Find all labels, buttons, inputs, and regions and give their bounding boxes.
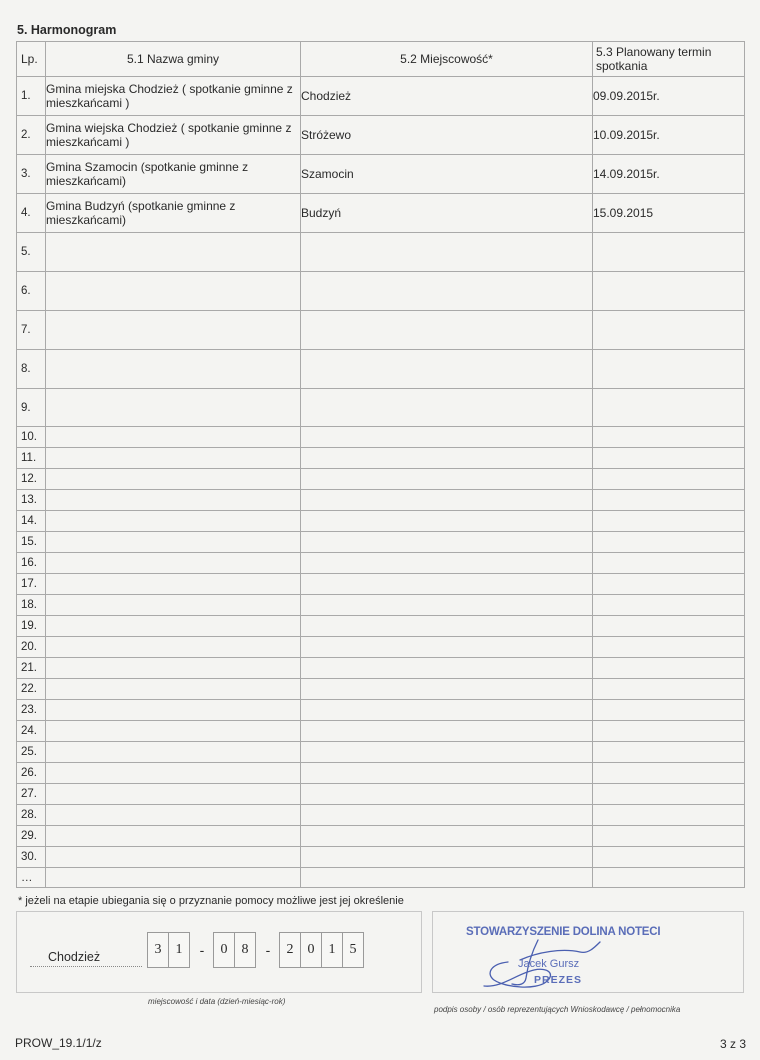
table-header-row bbox=[17, 42, 745, 77]
cell-name bbox=[46, 805, 301, 826]
date-digit-box: 0 bbox=[300, 932, 322, 968]
cell-name bbox=[46, 448, 301, 469]
cell-place bbox=[301, 469, 593, 490]
cell-place bbox=[301, 574, 593, 595]
cell-name bbox=[46, 272, 301, 311]
cell-lp: 13. bbox=[17, 490, 46, 511]
cell-date bbox=[593, 532, 745, 553]
table-row bbox=[17, 448, 745, 469]
header-place: 5.2 Miejscowość* bbox=[301, 42, 593, 77]
cell-place bbox=[301, 637, 593, 658]
table-row bbox=[17, 658, 745, 679]
cell-name bbox=[46, 847, 301, 868]
date-digit-box: 1 bbox=[321, 932, 343, 968]
cell-lp: 29. bbox=[17, 826, 46, 847]
cell-date bbox=[593, 700, 745, 721]
table-row bbox=[17, 511, 745, 532]
cell-name bbox=[46, 490, 301, 511]
cell-lp: 11. bbox=[17, 448, 46, 469]
date-digit-box: 5 bbox=[342, 932, 364, 968]
table-row bbox=[17, 155, 745, 194]
cell-place: Chodzież bbox=[301, 77, 593, 116]
header-date: 5.3 Planowany termin spotkania bbox=[593, 42, 745, 77]
table-row bbox=[17, 616, 745, 637]
cell-date bbox=[593, 469, 745, 490]
cell-date bbox=[593, 805, 745, 826]
cell-lp: 16. bbox=[17, 553, 46, 574]
cell-lp: 17. bbox=[17, 574, 46, 595]
cell-date bbox=[593, 763, 745, 784]
cell-date bbox=[593, 742, 745, 763]
cell-lp: 21. bbox=[17, 658, 46, 679]
cell-place bbox=[301, 700, 593, 721]
cell-date bbox=[593, 272, 745, 311]
date-separator: - bbox=[265, 942, 271, 958]
cell-name: Gmina Budzyń (spotkanie gminne z mieszkańcami) bbox=[46, 194, 301, 233]
table-row bbox=[17, 427, 745, 448]
cell-place bbox=[301, 868, 593, 888]
cell-name bbox=[46, 637, 301, 658]
date-digit-box: 1 bbox=[168, 932, 190, 968]
cell-date bbox=[593, 679, 745, 700]
cell-name bbox=[46, 233, 301, 272]
cell-date: 10.09.2015r. bbox=[593, 116, 745, 155]
cell-lp: 26. bbox=[17, 763, 46, 784]
cell-date bbox=[593, 574, 745, 595]
table-row bbox=[17, 311, 745, 350]
cell-name bbox=[46, 742, 301, 763]
cell-name bbox=[46, 658, 301, 679]
cell-lp: 19. bbox=[17, 616, 46, 637]
cell-name: Gmina Szamocin (spotkanie gminne z mieszkańcami) bbox=[46, 155, 301, 194]
table-row bbox=[17, 350, 745, 389]
date-digit-box: 8 bbox=[234, 932, 256, 968]
cell-date bbox=[593, 637, 745, 658]
cell-place bbox=[301, 553, 593, 574]
cell-name bbox=[46, 311, 301, 350]
cell-name bbox=[46, 616, 301, 637]
cell-lp: 20. bbox=[17, 637, 46, 658]
table-row bbox=[17, 532, 745, 553]
cell-place bbox=[301, 448, 593, 469]
table-row bbox=[17, 194, 745, 233]
cell-name bbox=[46, 595, 301, 616]
table-row bbox=[17, 272, 745, 311]
cell-date: 09.09.2015r. bbox=[593, 77, 745, 116]
table-row bbox=[17, 469, 745, 490]
cell-date bbox=[593, 448, 745, 469]
cell-date bbox=[593, 847, 745, 868]
cell-name bbox=[46, 532, 301, 553]
cell-name bbox=[46, 427, 301, 448]
cell-place: Szamocin bbox=[301, 155, 593, 194]
table-row bbox=[17, 868, 745, 888]
page-number: 3 z 3 bbox=[719, 1037, 746, 1051]
table-row bbox=[17, 490, 745, 511]
cell-date bbox=[593, 553, 745, 574]
cell-place bbox=[301, 427, 593, 448]
cell-name bbox=[46, 784, 301, 805]
cell-place bbox=[301, 784, 593, 805]
cell-lp: 3. bbox=[17, 155, 46, 194]
cell-date bbox=[593, 350, 745, 389]
cell-name bbox=[46, 679, 301, 700]
table-row bbox=[17, 742, 745, 763]
cell-lp: 15. bbox=[17, 532, 46, 553]
cell-place bbox=[301, 490, 593, 511]
stamp-name: Jacek Gursz bbox=[518, 958, 580, 970]
date-digit-boxes bbox=[148, 932, 364, 968]
cell-lp: 14. bbox=[17, 511, 46, 532]
table-row bbox=[17, 574, 745, 595]
cell-lp: 7. bbox=[17, 311, 46, 350]
table-row bbox=[17, 116, 745, 155]
cell-lp: 2. bbox=[17, 116, 46, 155]
form-code: PROW_19.1/1/z bbox=[15, 1036, 102, 1050]
cell-place bbox=[301, 658, 593, 679]
cell-date bbox=[593, 595, 745, 616]
signature-caption: podpis osoby / osób reprezentujących Wnioskodawcę / pełnomocnika bbox=[434, 1005, 681, 1014]
cell-date: 14.09.2015r. bbox=[593, 155, 745, 194]
place-date-caption: miejscowość i data (dzień-miesiąc-rok) bbox=[148, 997, 286, 1006]
stamp-role: PREZES bbox=[534, 974, 583, 986]
cell-place bbox=[301, 826, 593, 847]
cell-lp: 27. bbox=[17, 784, 46, 805]
cell-place: Stróżewo bbox=[301, 116, 593, 155]
stamp-organization: STOWARZYSZENIE DOLINA NOTECI bbox=[466, 926, 661, 938]
table-row bbox=[17, 784, 745, 805]
cell-lp: 12. bbox=[17, 469, 46, 490]
header-name: 5.1 Nazwa gminy bbox=[46, 42, 301, 77]
cell-place bbox=[301, 272, 593, 311]
cell-place bbox=[301, 616, 593, 637]
cell-name bbox=[46, 826, 301, 847]
cell-date bbox=[593, 658, 745, 679]
cell-place bbox=[301, 679, 593, 700]
cell-name bbox=[46, 389, 301, 427]
cell-lp: 10. bbox=[17, 427, 46, 448]
cell-place bbox=[301, 742, 593, 763]
cell-lp: 4. bbox=[17, 194, 46, 233]
cell-lp: 24. bbox=[17, 721, 46, 742]
place-value: Chodzież bbox=[48, 950, 101, 964]
cell-lp: 23. bbox=[17, 700, 46, 721]
cell-lp: 8. bbox=[17, 350, 46, 389]
cell-place bbox=[301, 532, 593, 553]
cell-lp: 22. bbox=[17, 679, 46, 700]
cell-date bbox=[593, 826, 745, 847]
cell-lp: 9. bbox=[17, 389, 46, 427]
cell-name bbox=[46, 553, 301, 574]
cell-date bbox=[593, 511, 745, 532]
cell-place bbox=[301, 805, 593, 826]
cell-name bbox=[46, 574, 301, 595]
table-row bbox=[17, 847, 745, 868]
table-row bbox=[17, 679, 745, 700]
table-row bbox=[17, 721, 745, 742]
cell-place bbox=[301, 389, 593, 427]
table-row bbox=[17, 763, 745, 784]
section-title: 5. Harmonogram bbox=[17, 23, 117, 37]
date-digit-box: 3 bbox=[147, 932, 169, 968]
cell-place: Budzyń bbox=[301, 194, 593, 233]
cell-date bbox=[593, 389, 745, 427]
cell-name bbox=[46, 868, 301, 888]
table-row bbox=[17, 700, 745, 721]
date-digit-box: 2 bbox=[279, 932, 301, 968]
cell-date bbox=[593, 868, 745, 888]
header-lp: Lp. bbox=[17, 42, 46, 77]
cell-lp: 1. bbox=[17, 77, 46, 116]
cell-name bbox=[46, 350, 301, 389]
cell-name bbox=[46, 511, 301, 532]
cell-place bbox=[301, 763, 593, 784]
cell-place bbox=[301, 311, 593, 350]
cell-lp: 30. bbox=[17, 847, 46, 868]
cell-date bbox=[593, 721, 745, 742]
cell-date bbox=[593, 490, 745, 511]
cell-date bbox=[593, 311, 745, 350]
table-row bbox=[17, 595, 745, 616]
cell-lp: 25. bbox=[17, 742, 46, 763]
cell-place bbox=[301, 721, 593, 742]
table-row bbox=[17, 233, 745, 272]
table-row bbox=[17, 805, 745, 826]
table-body bbox=[17, 77, 745, 888]
cell-name: Gmina wiejska Chodzież ( spotkanie gminne z mieszkańcami ) bbox=[46, 116, 301, 155]
cell-date bbox=[593, 233, 745, 272]
cell-lp: 18. bbox=[17, 595, 46, 616]
cell-date bbox=[593, 784, 745, 805]
cell-place bbox=[301, 233, 593, 272]
table-row bbox=[17, 826, 745, 847]
cell-name: Gmina miejska Chodzież ( spotkanie gminne z mieszkańcami ) bbox=[46, 77, 301, 116]
cell-date bbox=[593, 427, 745, 448]
cell-lp: 5. bbox=[17, 233, 46, 272]
table-row bbox=[17, 77, 745, 116]
place-underline bbox=[30, 966, 142, 967]
cell-lp: 6. bbox=[17, 272, 46, 311]
cell-place bbox=[301, 350, 593, 389]
cell-name bbox=[46, 721, 301, 742]
cell-date: 15.09.2015 bbox=[593, 194, 745, 233]
table-row bbox=[17, 553, 745, 574]
cell-lp: 28. bbox=[17, 805, 46, 826]
cell-place bbox=[301, 511, 593, 532]
cell-name bbox=[46, 700, 301, 721]
cell-place bbox=[301, 595, 593, 616]
harmonogram-table bbox=[16, 41, 745, 888]
cell-name bbox=[46, 469, 301, 490]
date-separator: - bbox=[199, 942, 205, 958]
footnote: * jeżeli na etapie ubiegania się o przyznanie pomocy możliwe jest jej określenie bbox=[18, 895, 404, 907]
date-digit-box: 0 bbox=[213, 932, 235, 968]
table-row bbox=[17, 637, 745, 658]
cell-place bbox=[301, 847, 593, 868]
cell-lp: … bbox=[17, 868, 46, 888]
cell-date bbox=[593, 616, 745, 637]
table-row bbox=[17, 389, 745, 427]
cell-name bbox=[46, 763, 301, 784]
